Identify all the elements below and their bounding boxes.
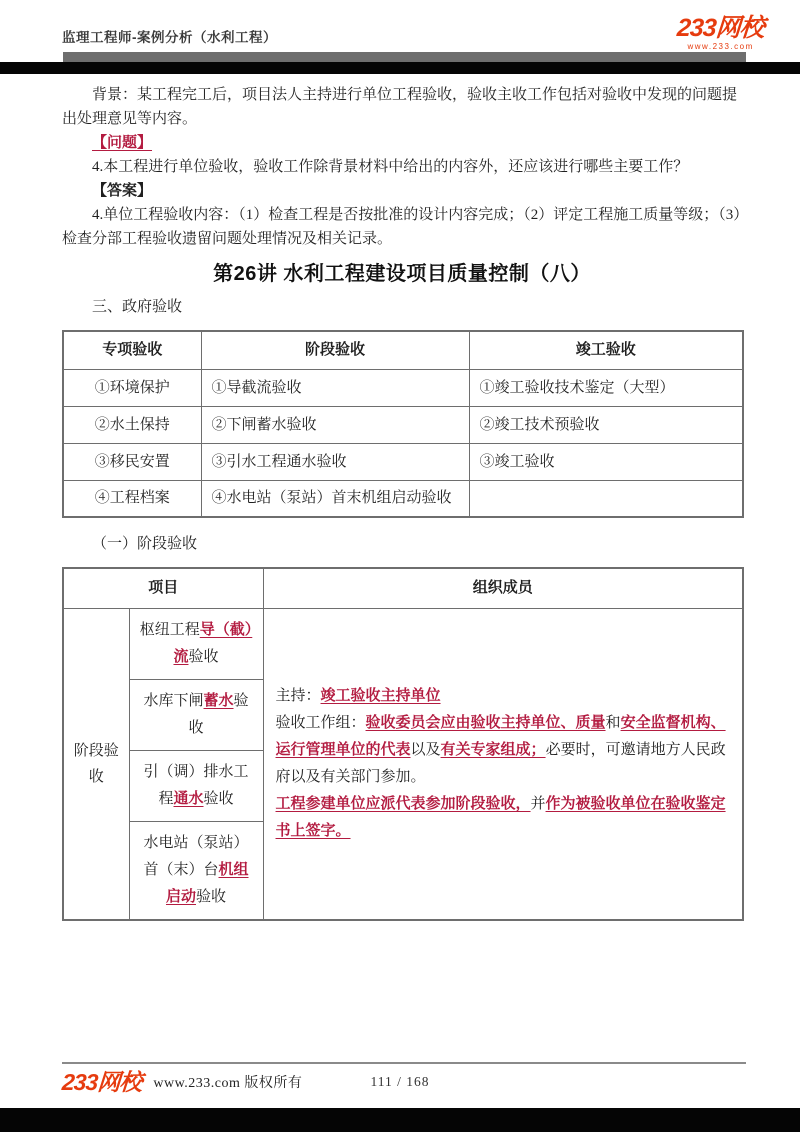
document-body [0,74,800,921]
column-header-project: 项目 [63,568,263,608]
page-header [0,0,800,52]
question-label [62,131,742,155]
table-cell: ④工程档案 [63,480,201,517]
table-cell: ②下闸蓄水验收 [201,406,469,443]
answer-text: 4.单位工程验收内容：（1）检查工程是否按批准的设计内容完成；（2）评定工程施工质量等级；（3）检查分部工程验收遗留问题处理情况及相关记录。 [62,207,741,247]
workgroup-highlight: 验收委员会应由验收主持单位、质量 [365,714,606,731]
background-paragraph: 背景：某工程完工后，项目法人主持进行单位工程验收，验收主收工作包括对验收中发现的问题提出处理意见等内容。 [62,87,738,127]
table-row [63,608,743,679]
participants-text: 并 [530,795,546,812]
stage-item-impoundment [129,679,263,750]
table-cell: ③移民安置 [63,443,201,480]
question-label-text: 【问题】 [92,135,153,151]
column-header-completion: 竣工验收 [469,331,743,369]
table-header-row [63,568,743,608]
brand-logo-text: 233网校 [676,14,766,42]
column-header-members: 组织成员 [263,568,743,608]
workgroup-text: 和 [605,714,621,731]
item-text: 引（调）排水工程 [143,763,249,807]
table-cell: ①环境保护 [63,369,201,406]
footer-copyright: www.233.com 版权所有 [153,1076,303,1091]
footer-divider-rule [62,1062,746,1064]
table-cell: ①导截流验收 [201,369,469,406]
brand-logo-url: www.233.com [687,42,754,51]
host-label: 主持： [275,687,321,704]
page-number: 111 / 168 [370,1074,430,1089]
footer-brand-logo: 233网校 [61,1069,143,1095]
table-row [63,406,743,443]
column-header-stage: 阶段验收 [201,331,469,369]
table-cell: ②竣工技术预验收 [469,406,743,443]
item-text: 水库下闸 [143,692,204,709]
item-text: 验收 [188,692,249,736]
item-highlight: 机组启动 [165,861,249,905]
stage-acceptance-table [62,567,744,921]
participants-highlight: 工程参建单位应派代表参加阶段验收， [275,795,531,812]
organization-members-cell [263,608,743,920]
workgroup-text: 以及 [410,741,441,758]
table-header-row [63,331,743,369]
item-text: 水电站（泵站）首（末）台 [143,834,249,878]
participants-highlight: 作为被验收单位在验收鉴定书上签字。 [275,795,726,839]
stage-label-cell: 阶段验收 [63,608,129,920]
header-divider-rule [63,52,746,62]
stage-item-water-through [129,750,263,821]
column-header-special: 专项验收 [63,331,201,369]
item-text: 验收 [203,790,234,807]
item-text: 验收 [196,888,227,905]
table-cell [469,480,743,517]
bottom-black-bar [0,1108,800,1132]
stage-item-diversion [129,608,263,679]
footer-row [62,1068,738,1096]
workgroup-highlight: 安全监督机构、运行管理单位的代表 [275,714,726,758]
lecture-title: 第26讲 水利工程建设项目质量控制（八） [213,263,591,285]
item-highlight: 蓄水 [203,692,234,709]
workgroup-highlight: 有关专家组成； [440,741,546,758]
section-heading-government-acceptance: 三、政府验收 [92,299,183,315]
table-cell: ②水土保持 [63,406,201,443]
table-cell: ①竣工验收技术鉴定（大型） [469,369,743,406]
header-course-title: 监理工程师-案例分析（水利工程） [62,30,277,45]
answer-label: 【答案】 [92,183,153,199]
item-highlight: 通水 [173,790,204,807]
page-footer [0,1062,800,1108]
host-highlight: 竣工验收主持单位 [320,687,441,704]
table-cell: ③竣工验收 [469,443,743,480]
government-acceptance-table [62,330,744,518]
table-cell: ④水电站（泵站）首末机组启动验收 [201,480,469,517]
table-row [63,369,743,406]
brand-logo [677,16,764,51]
workgroup-text: 必要时，可邀请地方人民政府以及有关部门参加。 [275,741,726,785]
item-text: 枢纽工程 [139,621,200,638]
workgroup-label: 验收工作组： [275,714,366,731]
top-black-bar [0,62,800,74]
stage-item-unit-startup [129,821,263,920]
table-row [63,480,743,517]
item-text: 验收 [188,648,219,665]
question-text: 4.本工程进行单位验收，验收工作除背景材料中给出的内容外，还应该进行哪些主要工作？ [92,159,689,175]
table-cell: ③引水工程通水验收 [201,443,469,480]
item-highlight: 导（截）流 [173,621,253,665]
table-row [63,443,743,480]
subsection-heading-stage-acceptance: （一）阶段验收 [92,536,198,552]
